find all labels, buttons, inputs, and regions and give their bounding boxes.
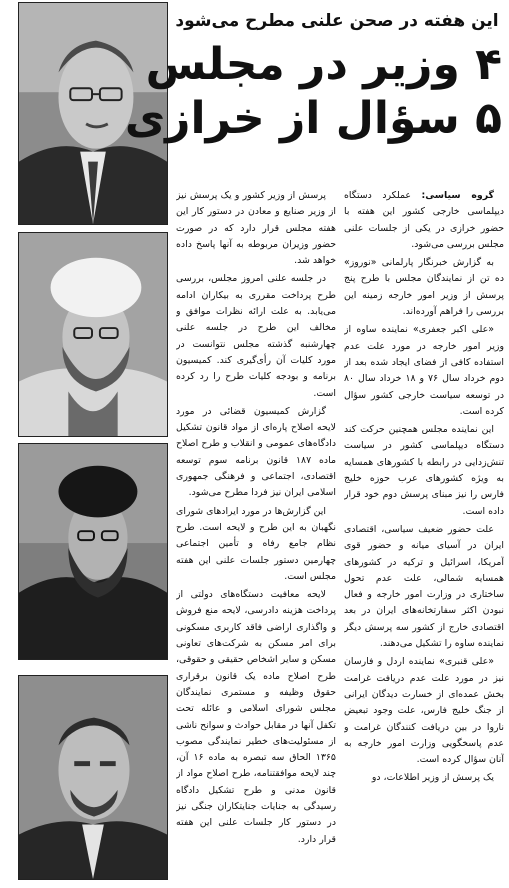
portrait-cleric-black-turban-icon xyxy=(19,444,167,659)
portrait-photo-3 xyxy=(18,443,168,660)
article-paragraph: علت حضور ضعیف سیاسی، اقتصادی ایران در آسیای میانه و حضور قوی آمریکا، اسرائیل و ترکیه در کشورهای همسایه شمالی، علت عدم تحول ساختاری در وزارت امور خارجه و فعال نبودن اکثر سفارتخانه‌های ایران در بعد اقتصادی خارج از کشور سه پرسش دیگر نماینده ساوه را تشکیل می‌دهند. xyxy=(344,523,504,650)
article-paragraph: «علی اکبر جعفری» نماینده ساوه از وزیر امور خارجه در مورد علت عدم استفاده کافی از فضای ایجاد شده بعد از دوم خرداد سال ۷۶ و ۱۸ خرداد سال ۸۰ در توسعه سیاست خارجی کشور سؤال کرده است. xyxy=(344,324,504,417)
portrait-cleric-white-turban-icon xyxy=(19,233,167,436)
article-column-middle xyxy=(176,188,336,884)
article-paragraph: در جلسه علنی امروز مجلس، بررسی طرح پرداخت مقرری به بیکاران ادامه می‌یابد. به علت ارائه نظرات موافق و مخالف این طرح در جلسه علنی چهارشنبه گذشته مجلس نتوانست در مورد کلیات آن رأی‌گیری کند. کمیسیون برنامه و بودجه کلیات طرح را رد کرده است. xyxy=(176,273,336,399)
article-paragraph: پرسش از وزیر کشور و یک پرسش نیز از وزیر صنایع و معادن در دستور کار این هفته مجلس قرار دارد که در صورت حضور وزیران مربوطه به آنها پاسخ داده خواهد شد. xyxy=(176,190,336,267)
headline-block xyxy=(124,4,502,180)
article-paragraph: گروه سیاسی: عملکرد دستگاه دیپلماسی خارجی کشور این هفته با حضور خرازی در یکی از جلسات علنی مجلس بررسی می‌شود. xyxy=(344,190,504,250)
headline-kicker: این هفته در صحن علنی مطرح می‌شود xyxy=(175,11,499,31)
article-paragraph: این نماینده مجلس همچنین حرکت کند دستگاه دیپلماسی کشور در سیاست تنش‌زدایی در رابطه با کشورهای همسایه به ویژه کشورهای عرب حوزه خلیج فارس را نیز مبنای پرسش دوم خود قرار داده است. xyxy=(344,424,504,517)
lead-label: گروه سیاسی: xyxy=(421,190,494,201)
portrait-man-icon xyxy=(19,676,167,879)
portrait-photo-4 xyxy=(18,675,168,880)
headline-title-line-2: ۵ سؤال از خرازی xyxy=(124,93,502,144)
article-paragraph: «علی قنبری» نماینده اردل و فارسان نیز در مورد علت عدم دریافت غرامت بخش عمده‌ای از خسارت دیدگان ایرانی از جنگ خلیج فارس، علت وجود تبعیض ناروا در بین دریافت کنندگان غرامت و عدم پاسخگویی وزارت امور خارجه به آنان سؤال کرده است. xyxy=(344,656,504,766)
article-column-right xyxy=(344,188,504,884)
headline-title-line-1: ۴ وزیر در مجلس xyxy=(145,39,502,90)
portrait-photo-2 xyxy=(18,232,168,437)
article-paragraph: به گزارش خبرنگار پارلمانی «نوروز» ده تن از نمایندگان مجلس با طرح پنج پرسش از وزیر امور خارجه زمینه این بررسی را فراهم آورده‌اند. xyxy=(344,257,504,318)
article-paragraph: گزارش کمیسیون قضائی در مورد لایحه اصلاح پاره‌ای از مواد قانون تشکیل دادگاه‌های عمومی و انقلاب و طرح اصلاح ماده ۱۸۷ قانون برنامه سوم توسعه اقتصادی، اجتماعی و فرهنگی جمهوری اسلامی ایران نیز فردا مطرح می‌شود. xyxy=(176,405,336,499)
article-paragraph: این گزارش‌ها در مورد ایرادهای شورای نگهبان به این طرح و لایحه است. طرح نظام جامع رفاه و تأمین اجتماعی چهارمین دستور جلسات علنی این هفته مجلس است. xyxy=(176,505,336,582)
article-paragraph: لایحه معافیت دستگاه‌های دولتی از پرداخت هزینه دادرسی، لایحه منع فروش و واگذاری اراضی فاقد کاربری مسکونی برای امر مسکن به شرکت‌های تعاونی مسکن و سایر اشخاص حقیقی و حقوقی، طرح اصلاح ماده یک قانون برقراری حقوق وظیفه و مستمری نمایندگان مجلس شورای اسلامی و عائله تحت تکفل آنها در مقابل حوادث و سوانح ناشی از مسئولیت‌های خطیر نمایندگی مصوب ۱۳۶۵ الحاق سه تبصره به ماده ۱۶ آن، چند لایحه موافقتنامه، طرح اصلاح مواد از قانون مدنی و طرح تشکیل دادگاه رسیدگی به جنایات جنایتکاران جنگی نیز در دستور کار جلسات علنی این هفته قرار دارد. xyxy=(176,589,336,845)
article-paragraph: یک پرسش از وزیر اطلاعات، دو xyxy=(371,772,494,784)
